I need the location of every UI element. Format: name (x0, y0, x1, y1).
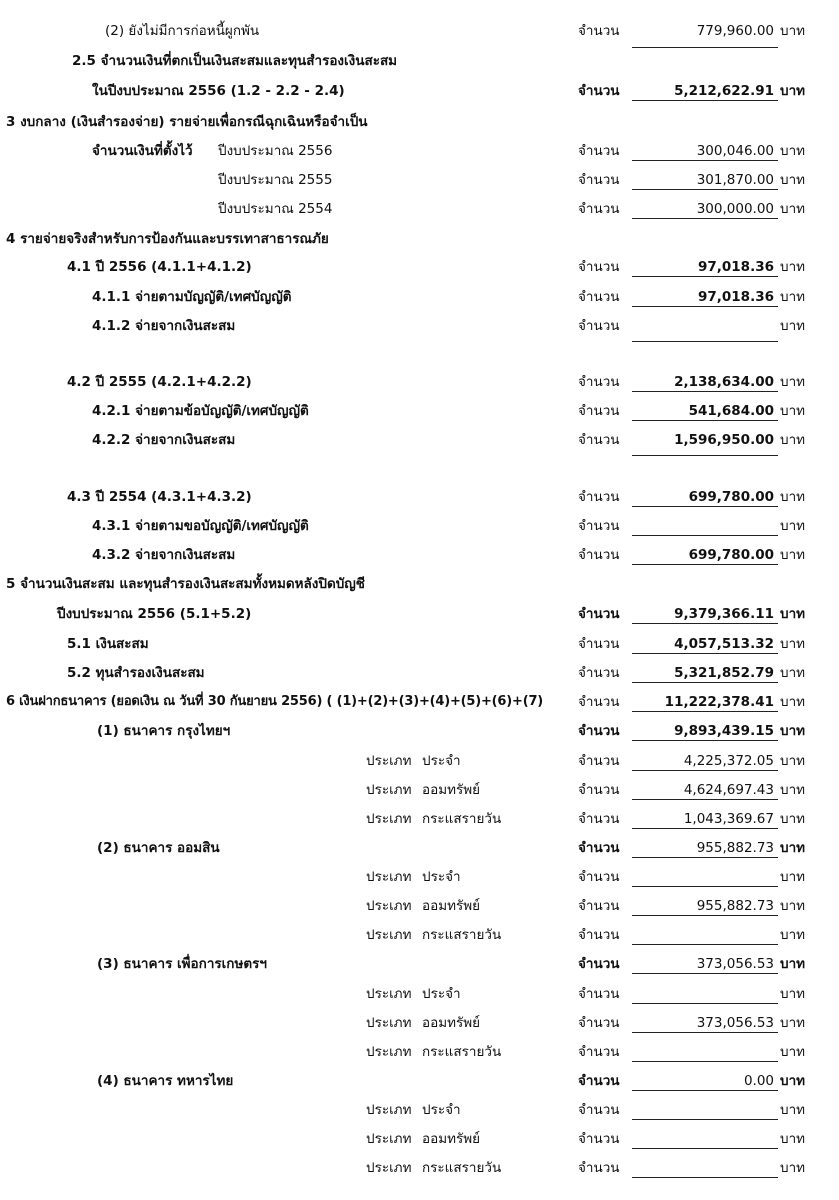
amount-underline (632, 455, 778, 456)
row-sublabel: ปีงบประมาณ 2555 (218, 172, 333, 188)
currency-unit: บาท (780, 489, 806, 505)
type-prefix: ประเภท (366, 811, 412, 827)
type-name: ประจำ (422, 986, 461, 1002)
amount-value: 373,056.53 (696, 956, 774, 972)
section-heading (0, 571, 839, 600)
amount-underline (632, 276, 778, 277)
amount-value: 955,882.73 (696, 840, 774, 856)
currency-unit: บาท (780, 1160, 806, 1176)
amount-underline (632, 886, 778, 887)
amount-word: จำนวน (578, 1160, 620, 1176)
account-type (366, 781, 480, 799)
amount-value: 5,321,852.79 (674, 665, 774, 681)
currency-unit: บาท (780, 927, 806, 943)
row-label: (2) ยังไม่มีการก่อหนี้ผูกพัน (105, 23, 260, 39)
currency-unit: บาท (780, 1131, 806, 1147)
account-row (0, 1010, 839, 1039)
currency-unit: บาท (780, 143, 806, 159)
amount-word: จำนวน (578, 1131, 620, 1147)
type-prefix: ประเภท (366, 927, 412, 943)
type-name: ออมทรัพย์ (422, 1015, 481, 1031)
amount-word: จำนวน (578, 840, 620, 856)
amount-word: จำนวน (578, 927, 620, 943)
amount-word: จำนวน (578, 1044, 620, 1060)
amount-underline (632, 100, 778, 101)
amount-underline (632, 391, 778, 392)
bank-row (0, 1068, 839, 1097)
amount-underline (632, 944, 778, 945)
row-label: ปีงบประมาณ 2556 (5.1+5.2) (57, 606, 252, 622)
row-label: 5 จำนวนเงินสะสม และทุนสำรองเงินสะสมทั้งหมดหลังปิดบัญชี (6, 576, 365, 592)
currency-unit: บาท (780, 1102, 806, 1118)
type-name: กระแสรายวัน (422, 927, 502, 943)
amount-word: จำนวน (578, 1015, 620, 1031)
account-row (0, 893, 839, 922)
section-heading (0, 109, 839, 138)
amount-word: จำนวน (578, 489, 620, 505)
bank-label: (2) ธนาคาร ออมสิน (97, 840, 220, 856)
amount-word: จำนวน (578, 201, 620, 217)
currency-unit: บาท (780, 606, 806, 622)
currency-unit: บาท (780, 694, 806, 710)
row-label: 6 เงินฝากธนาคาร (ยอดเงิน ณ วันที่ 30 กันยายน 2556) ( (1)+(2)+(3)+(4)+(5)+(6)+(7) (6, 694, 544, 709)
amount-underline (632, 160, 778, 161)
row-label: 4.1.2 จ่ายจากเงินสะสม (92, 318, 236, 334)
amount-value: 1,596,950.00 (674, 432, 774, 448)
amount-word: จำนวน (578, 898, 620, 914)
currency-unit: บาท (780, 289, 806, 305)
row-label: 4.3 ปี 2554 (4.3.1+4.3.2) (67, 489, 252, 505)
currency-unit: บาท (780, 1015, 806, 1031)
row-label: 5.1 เงินสะสม (67, 636, 149, 652)
currency-unit: บาท (780, 259, 806, 275)
amount-underline (632, 682, 778, 683)
account-row (0, 1126, 839, 1155)
report-row (0, 427, 839, 456)
amount-underline (632, 535, 778, 536)
report-row (0, 542, 839, 571)
type-name: ประจำ (422, 869, 461, 885)
amount-value: 2,138,634.00 (674, 374, 774, 390)
amount-word: จำนวน (578, 518, 620, 534)
bank-row (0, 718, 839, 747)
amount-underline (632, 1148, 778, 1149)
row-label: 4.2.1 จ่ายตามข้อบัญญัติ/เทศบัญญัติ (92, 403, 309, 419)
type-prefix: ประเภท (366, 986, 412, 1002)
report-row (0, 484, 839, 513)
currency-unit: บาท (780, 723, 806, 739)
amount-underline (632, 799, 778, 800)
row-label: 3 งบกลาง (เงินสำรองจ่าย) รายจ่ายเพื่อกรณีฉุกเฉินหรือจำเป็น (6, 114, 368, 130)
amount-value: 541,684.00 (688, 403, 774, 419)
amount-underline (632, 1032, 778, 1033)
row-label: 4 รายจ่ายจริงสำหรับการป้องกันและบรรเทาสาธารณภัย (6, 231, 329, 247)
amount-underline (632, 1003, 778, 1004)
bank-label: (3) ธนาคาร เพื่อการเกษตรฯ (97, 956, 267, 972)
amount-value: 699,780.00 (688, 547, 774, 563)
row-label: 4.3.1 จ่ายตามขอบัญญัติ/เทศบัญญัติ (92, 518, 309, 534)
amount-value: 300,046.00 (696, 143, 774, 159)
amount-word: จำนวน (578, 143, 620, 159)
currency-unit: บาท (780, 83, 806, 99)
currency-unit: บาท (780, 172, 806, 188)
amount-word: จำนวน (578, 289, 620, 305)
amount-word: จำนวน (578, 83, 620, 99)
type-prefix: ประเภท (366, 1131, 412, 1147)
amount-underline (632, 623, 778, 624)
amount-value: 373,056.53 (696, 1015, 774, 1031)
report-row (0, 18, 839, 47)
amount-underline (632, 218, 778, 219)
type-name: ออมทรัพย์ (422, 782, 481, 798)
amount-underline (632, 1119, 778, 1120)
currency-unit: บาท (780, 636, 806, 652)
type-prefix: ประเภท (366, 1015, 412, 1031)
amount-underline (632, 973, 778, 974)
row-label: 5.2 ทุนสำรองเงินสะสม (67, 665, 205, 681)
report-row (0, 284, 839, 313)
report-row (0, 196, 839, 225)
report-row (0, 631, 839, 660)
amount-word: จำนวน (578, 956, 620, 972)
account-type (366, 810, 501, 828)
currency-unit: บาท (780, 1044, 806, 1060)
type-prefix: ประเภท (366, 869, 412, 885)
amount-value: 300,000.00 (696, 201, 774, 217)
amount-word: จำนวน (578, 259, 620, 275)
type-prefix: ประเภท (366, 1044, 412, 1060)
amount-underline (632, 915, 778, 916)
report-row (0, 513, 839, 542)
amount-word: จำนวน (578, 606, 620, 622)
row-sublabel: ปีงบประมาณ 2554 (218, 201, 333, 217)
amount-value: 1,043,369.67 (683, 811, 774, 827)
account-type (366, 985, 461, 1003)
account-type (366, 752, 461, 770)
amount-value: 4,057,513.32 (674, 636, 774, 652)
row-label: 4.1 ปี 2556 (4.1.1+4.1.2) (67, 259, 252, 275)
account-type (366, 1043, 501, 1061)
type-name: ประจำ (422, 1102, 461, 1118)
amount-word: จำนวน (578, 1102, 620, 1118)
currency-unit: บาท (780, 201, 806, 217)
currency-unit: บาท (780, 23, 806, 39)
amount-word: จำนวน (578, 986, 620, 1002)
report-row (0, 660, 839, 689)
amount-value: 0.00 (743, 1073, 774, 1089)
amount-underline (632, 420, 778, 421)
type-name: กระแสรายวัน (422, 1044, 502, 1060)
amount-word: จำนวน (578, 403, 620, 419)
amount-word: จำนวน (578, 811, 620, 827)
currency-unit: บาท (780, 753, 806, 769)
currency-unit: บาท (780, 782, 806, 798)
currency-unit: บาท (780, 898, 806, 914)
amount-word: จำนวน (578, 374, 620, 390)
row-label: ในปีงบประมาณ 2556 (1.2 - 2.2 - 2.4) (92, 83, 345, 99)
amount-word: จำนวน (578, 869, 620, 885)
amount-value: 97,018.36 (697, 259, 774, 275)
amount-value: 11,222,378.41 (664, 694, 774, 710)
type-name: ประจำ (422, 753, 461, 769)
type-name: ออมทรัพย์ (422, 898, 481, 914)
amount-value: 97,018.36 (697, 289, 774, 305)
currency-unit: บาท (780, 840, 806, 856)
amount-word: จำนวน (578, 318, 620, 334)
type-prefix: ประเภท (366, 1160, 412, 1176)
amount-value: 9,893,439.15 (674, 723, 774, 739)
account-type (366, 1101, 461, 1119)
account-row (0, 922, 839, 951)
amount-word: จำนวน (578, 665, 620, 681)
account-row (0, 806, 839, 835)
account-row (0, 1155, 839, 1184)
amount-word: จำนวน (578, 782, 620, 798)
bank-label: (1) ธนาคาร กรุงไทยฯ (97, 723, 231, 739)
amount-word: จำนวน (578, 172, 620, 188)
currency-unit: บาท (780, 432, 806, 448)
amount-underline (632, 770, 778, 771)
row-label: 2.5 จำนวนเงินที่ตกเป็นเงินสะสมและทุนสำรองเงินสะสม (72, 53, 398, 69)
currency-unit: บาท (780, 665, 806, 681)
amount-underline (632, 1061, 778, 1062)
amount-value: 301,870.00 (696, 172, 774, 188)
currency-unit: บาท (780, 986, 806, 1002)
account-row (0, 777, 839, 806)
amount-value: 9,379,366.11 (674, 606, 774, 622)
amount-underline (632, 740, 778, 741)
currency-unit: บาท (780, 811, 806, 827)
amount-value: 779,960.00 (696, 23, 774, 39)
amount-underline (632, 653, 778, 654)
row-label: 4.1.1 จ่ายตามบัญญัติ/เทศบัญญัติ (92, 289, 292, 305)
account-type (366, 1159, 501, 1177)
bank-row (0, 951, 839, 980)
type-name: กระแสรายวัน (422, 811, 502, 827)
account-row (0, 864, 839, 893)
currency-unit: บาท (780, 518, 806, 534)
type-name: กระแสรายวัน (422, 1160, 502, 1176)
currency-unit: บาท (780, 403, 806, 419)
amount-underline (632, 1090, 778, 1091)
amount-underline (632, 564, 778, 565)
row-label: 4.3.2 จ่ายจากเงินสะสม (92, 547, 236, 563)
currency-unit: บาท (780, 318, 806, 334)
row-label: จำนวนเงินที่ตั้งไว้ (92, 143, 193, 159)
account-type (366, 868, 461, 886)
currency-unit: บาท (780, 956, 806, 972)
bank-label: (4) ธนาคาร ทหารไทย (97, 1073, 234, 1089)
amount-value: 4,225,372.05 (683, 753, 774, 769)
type-prefix: ประเภท (366, 898, 412, 914)
account-type (366, 1014, 480, 1032)
row-sublabel: ปีงบประมาณ 2556 (218, 143, 333, 159)
amount-value: 955,882.73 (696, 898, 774, 914)
report-row (0, 313, 839, 342)
amount-underline (632, 189, 778, 190)
row-label: 4.2.2 จ่ายจากเงินสะสม (92, 432, 236, 448)
type-prefix: ประเภท (366, 782, 412, 798)
report-row (0, 398, 839, 427)
type-name: ออมทรัพย์ (422, 1131, 481, 1147)
amount-underline (632, 506, 778, 507)
section-heading (0, 48, 839, 77)
row-label: 4.2 ปี 2555 (4.2.1+4.2.2) (67, 374, 252, 390)
section-heading (0, 226, 839, 255)
report-row (0, 78, 839, 107)
type-prefix: ประเภท (366, 753, 412, 769)
amount-word: จำนวน (578, 753, 620, 769)
report-row (0, 689, 839, 718)
account-type (366, 1130, 480, 1148)
amount-underline (632, 711, 778, 712)
report-row (0, 369, 839, 398)
amount-value: 5,212,622.91 (674, 83, 774, 99)
amount-word: จำนวน (578, 694, 620, 710)
currency-unit: บาท (780, 547, 806, 563)
amount-underline (632, 828, 778, 829)
report-row (0, 138, 839, 167)
amount-word: จำนวน (578, 723, 620, 739)
amount-underline (632, 341, 778, 342)
account-type (366, 926, 501, 944)
currency-unit: บาท (780, 1073, 806, 1089)
account-type (366, 897, 480, 915)
report-row (0, 167, 839, 196)
currency-unit: บาท (780, 374, 806, 390)
account-row (0, 1039, 839, 1068)
amount-value: 699,780.00 (688, 489, 774, 505)
amount-word: จำนวน (578, 23, 620, 39)
amount-word: จำนวน (578, 1073, 620, 1089)
amount-underline (632, 306, 778, 307)
account-row (0, 1097, 839, 1126)
amount-word: จำนวน (578, 636, 620, 652)
currency-unit: บาท (780, 869, 806, 885)
report-row (0, 254, 839, 283)
type-prefix: ประเภท (366, 1102, 412, 1118)
amount-word: จำนวน (578, 547, 620, 563)
amount-underline (632, 857, 778, 858)
report-row (0, 601, 839, 630)
account-row (0, 748, 839, 777)
amount-word: จำนวน (578, 432, 620, 448)
account-row (0, 981, 839, 1010)
amount-value: 4,624,697.43 (683, 782, 774, 798)
bank-row (0, 835, 839, 864)
amount-underline (632, 1177, 778, 1178)
